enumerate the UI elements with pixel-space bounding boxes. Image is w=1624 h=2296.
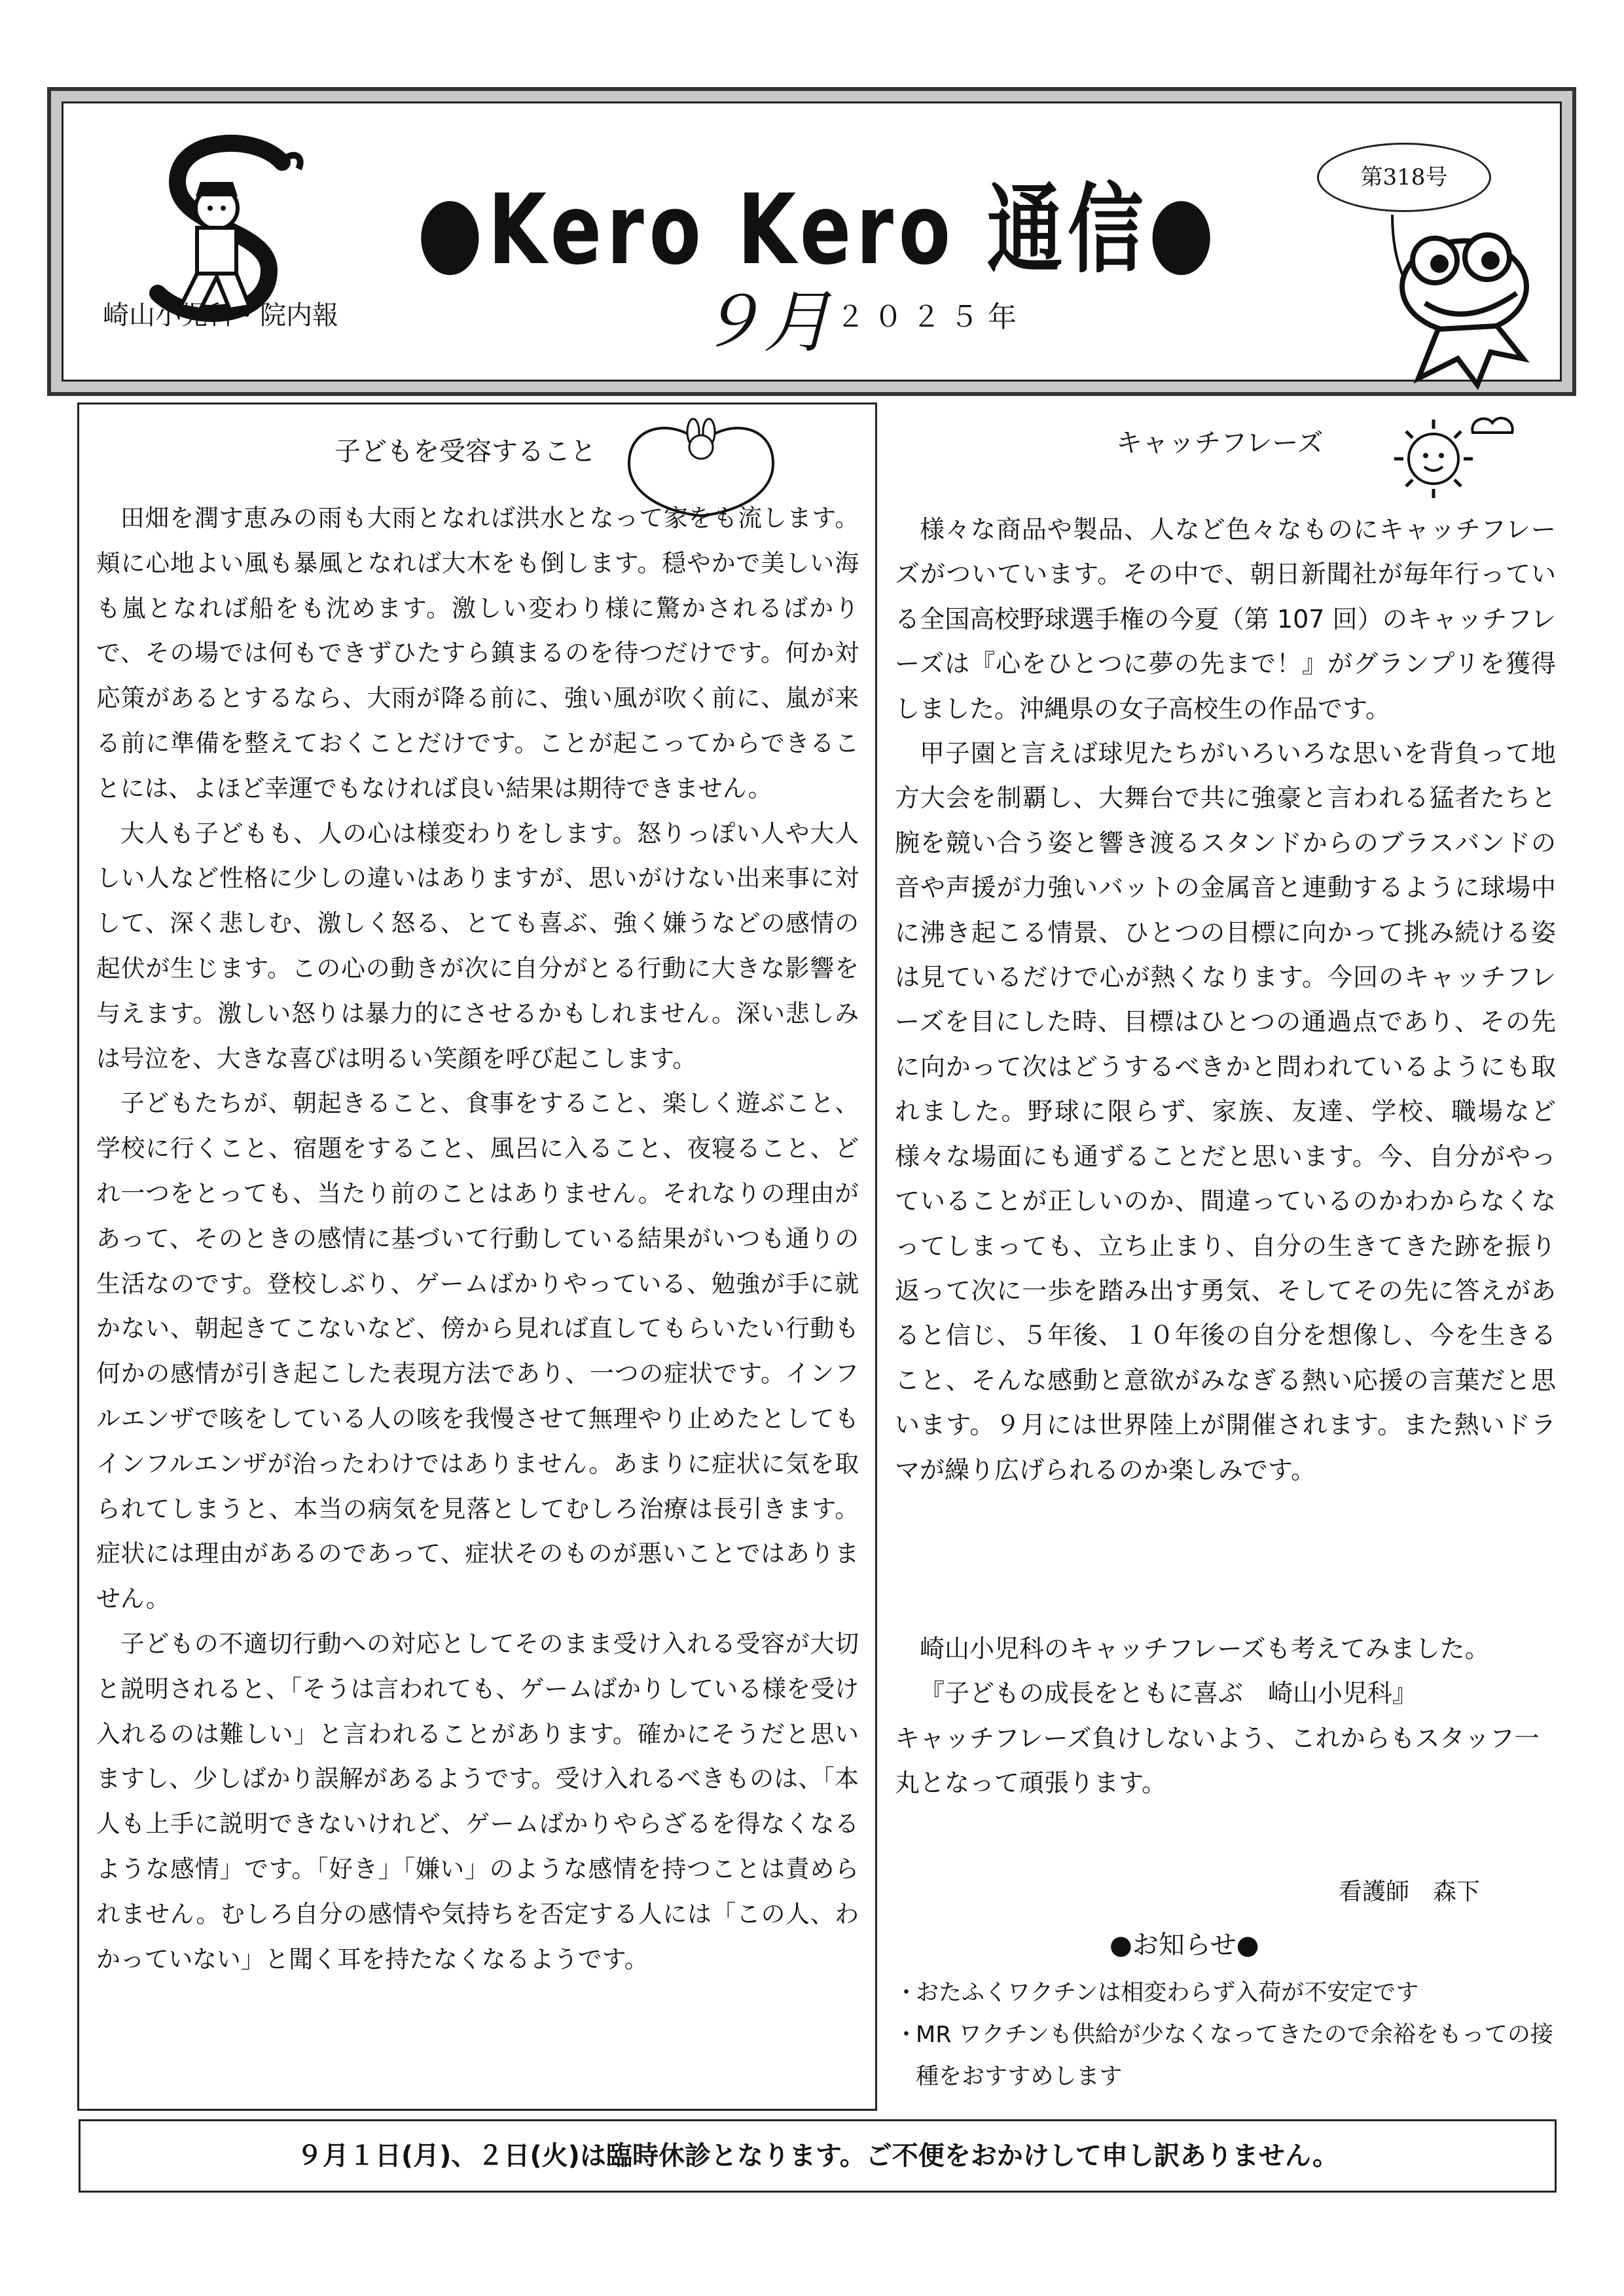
paragraph: 子どもの不適切行動への対応としてそのまま受け入れる受容が大切と説明されると、「そうは言われても、ゲームばかりしている様を受け入れるのは難しい」と言われることがあります。確かにそうだと思いますし、少しばかり誤解があるようです。受け入れるべきものは、「本人も上手に説明できないけれど、ゲームばかりやらざるを得なくなるような感情」です。「好き」「嫌い」のような感情を持つことは責められません。むしろ自分の感情や気持ちを否定する人には「この人、わかっていない」と聞く耳を持たなくなるようです。 [96, 1629, 859, 1973]
bullet-icon: ・ [895, 1980, 918, 2006]
clinic-catchphrase: 『子どもの成長をともに喜ぶ 崎山小児科』 [920, 1679, 1418, 1708]
clinic-catchphrase-section [895, 1626, 1556, 1806]
newsletter-title: ●Kero Kero 通信● [417, 173, 1219, 286]
issue-number: 第318号 [1360, 164, 1448, 190]
sun-cloud-icon [1388, 406, 1519, 505]
left-article-box [77, 403, 877, 2111]
list-item [895, 1972, 1569, 2014]
right-article-body [895, 507, 1556, 1492]
catchphrase-intro: 崎山小児科のキャッチフレーズも考えてみました。 [920, 1634, 1490, 1663]
header-panel [62, 101, 1562, 382]
closure-notice: ９月１日(月)、２日(火)は臨時休診となります。ご不便をおかけして申し訳ありません。 [296, 2141, 1339, 2171]
paragraph: 田畑を潤す恵みの雨も大雨となれば洪水となって家をも流します。頬に心地よい風も暴風となれば大木をも倒します。穏やかで美しい海も嵐となれば船をも沈めます。激しい変わり様に驚かされるばかりで、その場では何もできずひたすら鎮まるのを待つだけです。何か対応策があるとするなら、大雨が降る前に、強い風が吹く前に、嵐が来る前に準備を整えておくことだけです。ことが起こってからできることには、よほど幸運でもなければ良い結果は期待できません。 [96, 504, 859, 802]
notices-list [895, 1972, 1569, 2098]
closure-notice-box [79, 2119, 1557, 2193]
right-article-title: キャッチフレーズ [1116, 428, 1324, 458]
notices-title: ●お知らせ● [1110, 1930, 1259, 1960]
catchphrase-closing: キャッチフレーズ負けしないよう、これからもスタッフ一丸となって頑張ります。 [895, 1723, 1540, 1798]
paragraph: 様々な商品や製品、人など色々なものにキャッチフレーズがついています。その中で、朝日新聞社が毎年行っている全国高校野球選手権の今夏（第 107 回）のキャッチフレーズは『心をひとつに夢の先まで！』がグランプリを獲得しました。沖縄県の女子高校生の作品です。 [895, 515, 1556, 723]
frog-mascot-icon [1366, 188, 1556, 398]
left-article-title: 子どもを受容すること [334, 437, 596, 467]
paragraph: 子どもたちが、朝起きること、食事をすること、楽しく遊ぶこと、学校に行くこと、宿題をすること、風呂に入ること、夜寝ること、どれ一つをとっても、当たり前のことはありません。それなりの理由があって、そのときの感情に基づいて行動している結果がいつも通りの生活なのです。登校しぶり、ゲームばかりやっている、勉強が手に就かない、朝起きてこないなど、傍から見れば直してもらいたい行動も何かの感情が引き起こした表現方法であり、一つの症状です。インフルエンザで咳をしている人の咳を我慢させて無理やり止めたとしてもインフルエンザが治ったわけではありません。あまりに症状に気を取られてしまうと、本当の病気を見落としてむしろ治療は長引きます。症状には理由があるのであって、症状そのものが悪いことではありません。 [96, 1089, 859, 1613]
left-article-body [96, 496, 859, 1982]
notice-text: MR ワクチンも供給が少なくなってきたので余裕をもっての接種をおすすめします [916, 2022, 1553, 2090]
list-item [895, 2014, 1569, 2098]
issue-year: ２０２５年 [836, 300, 1026, 334]
paragraph: 甲子園と言えば球児たちがいろいろな思いを背負って地方大会を制覇し、大舞台で共に強豪と言われる猛者たちと腕を競い合う姿と響き渡るスタンドからのブラスバンドの音や声援が力強いバットの金属音と連動するように球場中に沸き起こる情景、ひとつの目標に向かって挑み続ける姿は見ているだけで心が熱くなります。今回のキャッチフレーズを目にした時、目標はひとつの通過点であり、その先に向かって次はどうするべきかと問われているようにも取れました。野球に限らず、家族、友達、学校、職場など様々な場面にも通ずることだと思います。今、自分がやっていることが正しいのか、間違っているのかわからなくなってしまっても、立ち止まり、自分の生きてきた跡を振り返って次に一歩を踏み出す勇気、そしてその先に答えがあると信じ、５年後、１０年後の自分を想像し、今を生きること、そんな感動と意欲がみなぎる熱い応援の言葉だと思います。９月には世界陸上が開催されます。また熱いドラマが繰り広げられるのか楽しみです。 [895, 739, 1556, 1484]
clinic-name: 崎山小児科・院内報 [103, 300, 338, 331]
notice-text: おたふくワクチンは相変わらず入荷が不安定です [916, 1980, 1419, 2006]
header-frame [47, 87, 1576, 396]
bullet-icon: ・ [895, 2022, 918, 2048]
author-signature: 看護師 森下 [1339, 1878, 1481, 1905]
paragraph: 大人も子どもも、人の心は様変わりをします。怒りっぽい人や大人しい人など性格に少しの違いはありますが、思いがけない出来事に対して、深く悲しむ、激しく怒る、とても喜ぶ、強く嫌うなどの感情の起伏が生じます。この心の動きが次に自分がとる行動に大きな影響を与えます。激しい怒りは暴力的にさせるかもしれません。深い悲しみは号泣を、大きな喜びは明るい笑顔を呼び起こします。 [96, 819, 859, 1073]
issue-month: ９月 [695, 282, 832, 362]
right-article [887, 403, 1568, 2111]
